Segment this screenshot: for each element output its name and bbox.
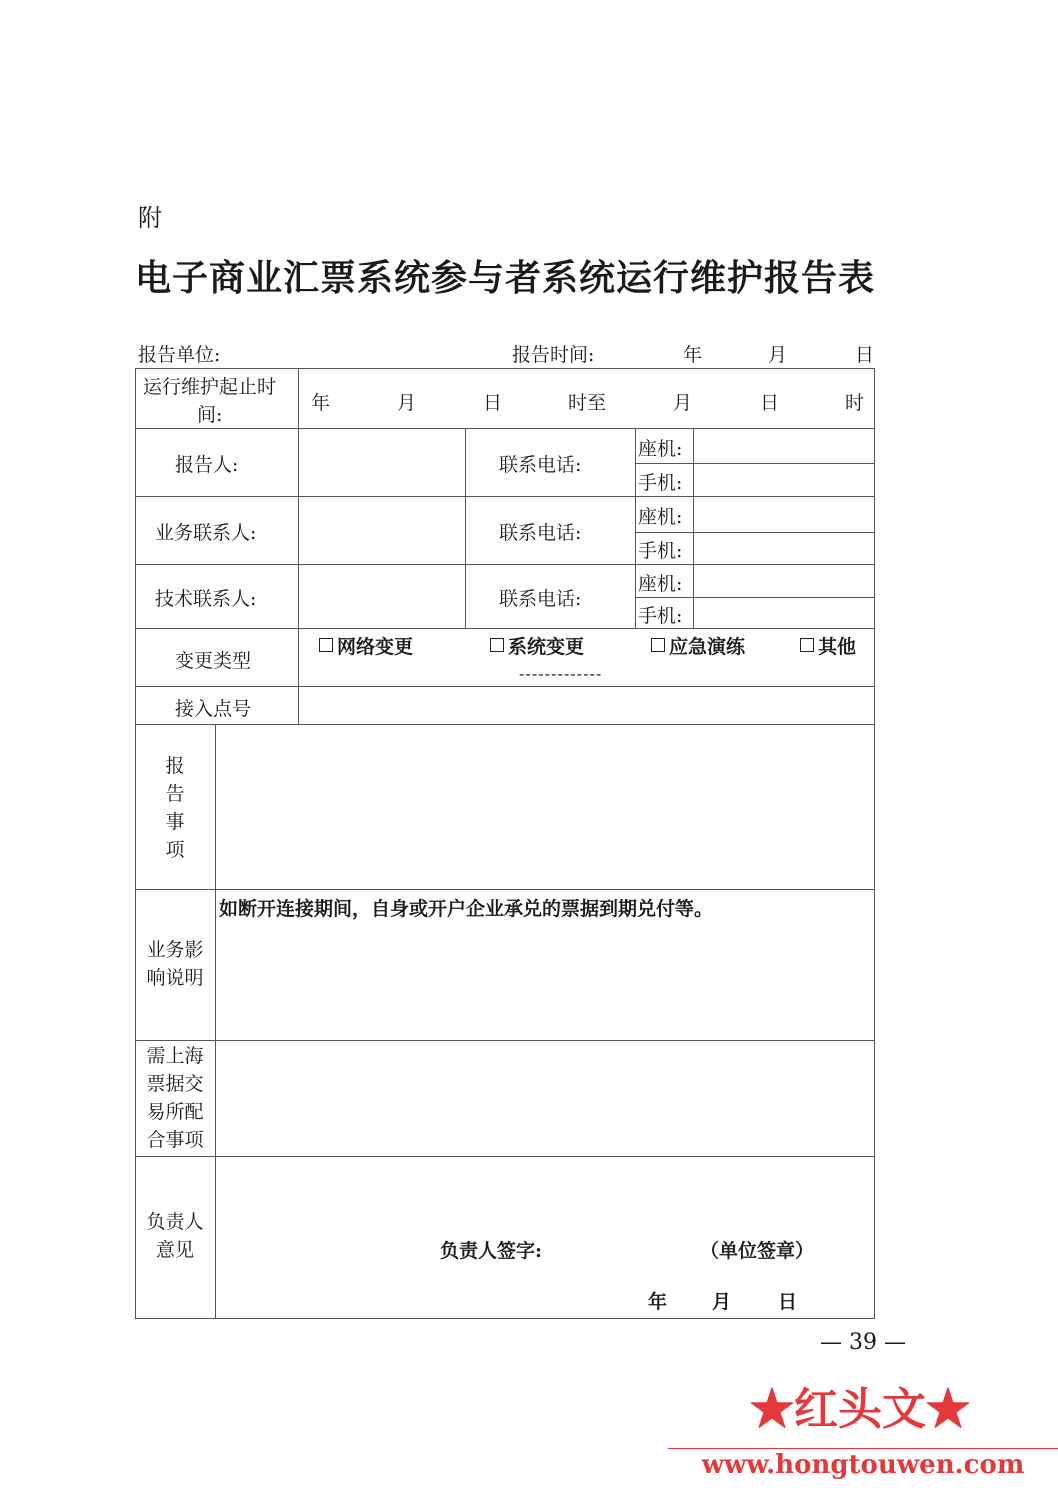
period-day-start: 日 xyxy=(483,392,503,414)
report-form-table xyxy=(135,368,875,1319)
option-other[interactable]: 其他 xyxy=(800,632,856,659)
responsible-signature-label: 负责人签字: xyxy=(440,1240,543,1262)
option-system-change[interactable]: 系统变更 xyxy=(490,632,584,659)
period-hour-end: 时 xyxy=(845,392,865,414)
business-impact-text: 如断开连接期间，自身或开户企业承兑的票据到期兑付等。 xyxy=(219,898,714,920)
page-number: — 39 — xyxy=(820,1330,906,1355)
period-month-start: 月 xyxy=(397,392,417,414)
checkbox-icon[interactable] xyxy=(651,638,665,652)
period-label-line2: 间: xyxy=(197,404,223,426)
header-month: 月 xyxy=(768,344,788,366)
report-time-label: 报告时间: xyxy=(512,344,595,366)
responsible-month: 月 xyxy=(712,1291,732,1313)
responsible-day: 日 xyxy=(778,1291,798,1313)
business-landline-label: 座机: xyxy=(638,506,683,528)
report-unit-label: 报告单位: xyxy=(138,344,221,366)
report-items-label: 报 告 事 项 xyxy=(165,755,185,861)
reporter-phone-label: 联系电话: xyxy=(499,454,582,476)
technical-contact-label: 技术联系人: xyxy=(155,588,257,610)
option-emergency-drill[interactable]: 应急演练 xyxy=(651,632,745,659)
responsible-opinion-label: 负责人 意见 xyxy=(146,1211,204,1261)
reporter-landline-label: 座机: xyxy=(638,438,683,460)
document-title: 电子商业汇票系统参与者系统运行维护报告表 xyxy=(134,257,875,299)
change-type-dashes: ------------- xyxy=(519,664,603,683)
technical-landline-label: 座机: xyxy=(638,573,683,595)
period-year: 年 xyxy=(311,392,331,414)
business-phone-label: 联系电话: xyxy=(499,522,582,544)
option-network-change[interactable]: 网络变更 xyxy=(319,632,413,659)
reporter-mobile-label: 手机: xyxy=(638,472,683,494)
business-mobile-label: 手机: xyxy=(638,540,683,562)
change-type-label: 变更类型 xyxy=(175,650,252,672)
unit-seal-label: （单位签章） xyxy=(700,1240,815,1262)
responsible-year: 年 xyxy=(648,1291,668,1313)
business-contact-label: 业务联系人: xyxy=(155,522,257,544)
header-day: 日 xyxy=(855,344,875,366)
exchange-coop-label: 需上海 票据交 易所配 合事项 xyxy=(146,1045,204,1151)
watermark-brand: ★红头文★ xyxy=(750,1384,970,1435)
period-label-line1: 运行维护起止时 xyxy=(143,376,277,398)
business-impact-label: 业务影 响说明 xyxy=(146,939,204,989)
header-year: 年 xyxy=(683,344,703,366)
access-point-label: 接入点号 xyxy=(175,698,252,720)
checkbox-icon[interactable] xyxy=(490,638,504,652)
watermark-divider xyxy=(668,1448,1058,1449)
technical-mobile-label: 手机: xyxy=(638,605,683,627)
watermark-url: www.hongtouwen.com xyxy=(701,1450,1025,1480)
period-month-end: 月 xyxy=(673,392,693,414)
period-hour-to: 时至 xyxy=(568,392,607,414)
checkbox-icon[interactable] xyxy=(319,638,333,652)
checkbox-icon[interactable] xyxy=(800,638,814,652)
technical-phone-label: 联系电话: xyxy=(499,588,582,610)
reporter-label: 报告人: xyxy=(175,454,239,476)
period-day-end: 日 xyxy=(760,392,780,414)
attachment-label: 附 xyxy=(138,204,162,232)
